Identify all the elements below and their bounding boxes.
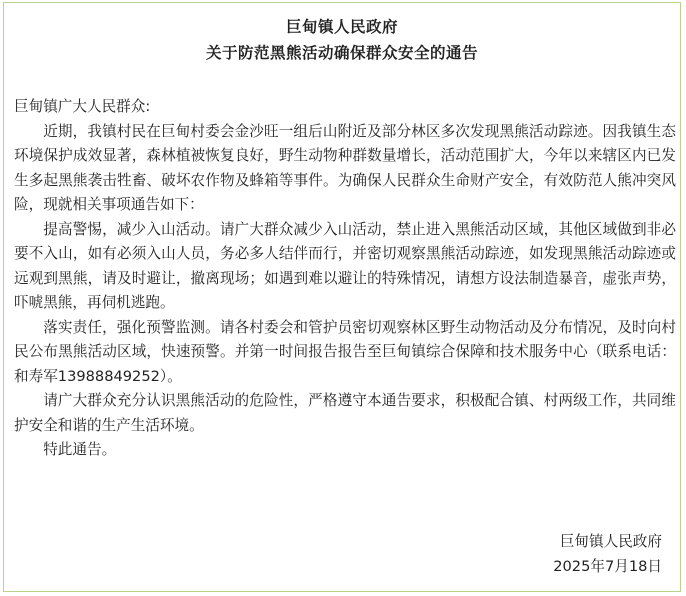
notice-subject-title: 关于防范黑熊活动确保群众安全的通告 [205, 44, 478, 62]
notice-issuer-title: 巨甸镇人民政府 [285, 18, 398, 36]
paragraph-cooperation: 请广大群众充分认识黑熊活动的危险性，严格遵守本通告要求，积极配合镇、村两级工作，共同维护安全和谐的生产生活环境。 [14, 392, 676, 434]
salutation: 巨甸镇广大人民群众: [14, 98, 151, 115]
paragraph-alert: 提高警惕，减少入山活动。请广大群众减少入山活动，禁止进入黑熊活动区域，其他区域做到非必要不入山，如有必须入山人员，务必多人结伴而行，并密切观察黑熊活动踪迹，如发现黑熊活动踪迹或远观到黑熊，请及时避让，撤离现场；如遇到难以避让的特殊情况，请想方设法制造暴音，虚张声势，吓唬黑熊，再伺机逃跑。 [14, 220, 676, 311]
paragraph-closing: 特此通告。 [43, 441, 117, 458]
signature-org: 巨甸镇人民政府 [559, 533, 662, 550]
notice-document [3, 2, 681, 592]
notice-body [14, 95, 676, 463]
paragraph-responsibility: 落实责任，强化预警监测。请各村委会和管护员密切观察林区野生动物活动及分布情况，及时向村民公布黑熊活动区域，快速预警。并第一时间报告报告至巨甸镇综合保障和技术服务中心（联系电话：和寿军13988849252）。 [14, 318, 676, 385]
paragraph-intro: 近期，我镇村民在巨甸村委会金沙旺一组后山附近及部分林区多次发现黑熊活动踪迹。因我镇生态环境保护成效显著，森林植被恢复良好，野生动物种群数量增长，活动范围扩大，今年以来辖区内已发生多起黑熊袭击牲畜、破坏农作物及蜂箱等事件。为确保人民群众生命财产安全，有效防范人熊冲突风险，现就相关事项通告如下： [14, 122, 676, 213]
signature-date: 2025年7月18日 [553, 558, 662, 575]
